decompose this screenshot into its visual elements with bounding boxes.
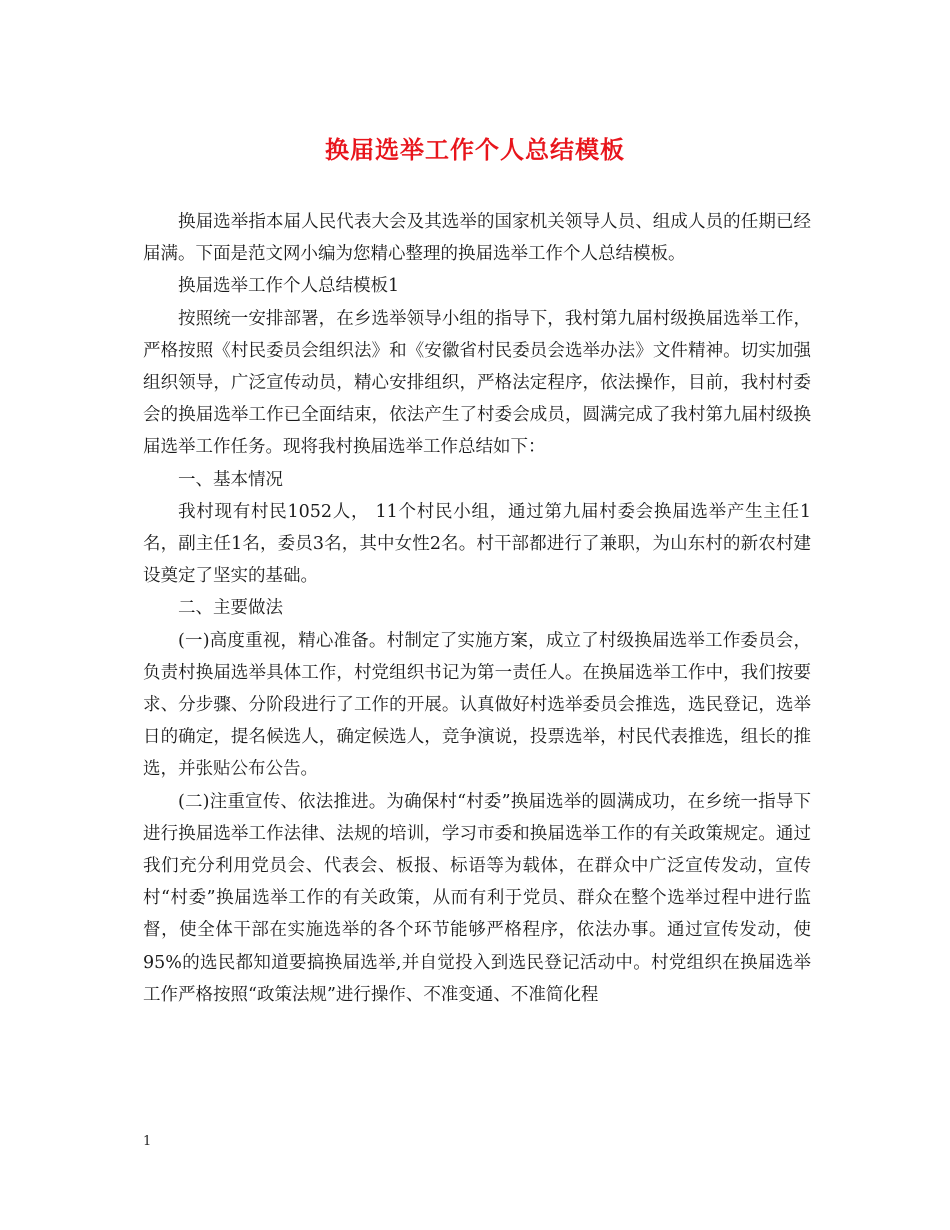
page-number: 1 <box>143 1134 152 1149</box>
body-paragraph: (一)高度重视，精心准备。村制定了实施方案，成立了村级换届选举工作委员会，负责村换届选举具体工作，村党组织书记为第一责任人。在换届选举工作中，我们按要求、分步骤、分阶段进行了工作的开展。认真做好村选举委员会推选，选民登记，选举日的确定，提名候选人，确定候选人，竞争演说，投票选举，村民代表推选，组长的推选，并张贴公布公告。 <box>143 630 811 780</box>
document-body <box>143 206 811 1011</box>
section-heading-template-1: 换届选举工作个人总结模板1 <box>178 276 400 297</box>
section-heading-basic-situation: 一、基本情况 <box>178 469 283 490</box>
intro-paragraph: 换届选举指本届人民代表大会及其选举的国家机关领导人员、组成人员的任期已经届满。下面是范文网小编为您精心整理的换届选举工作个人总结模板。 <box>143 212 811 265</box>
document-title: 换届选举工作个人总结模板 <box>325 135 625 164</box>
body-paragraph: (二)注重宣传、依法推进。为确保村“村委”换届选举的圆满成功，在乡统一指导下进行换届选举工作法律、法规的培训，学习市委和换届选举工作的有关政策规定。通过我们充分利用党员会、代表会、板报、标语等为载体，在群众中广泛宣传发动，宣传村“村委”换届选举工作的有关政策，从而有利于党员、群众在整个选举过程中进行监督，使全体干部在实施选举的各个环节能够严格程序，依法办事。通过宣传发动，使95%的选民都知道要搞换届选举,并自觉投入到选民登记活动中。村党组织在换届选举工作严格按照“政策法规”进行操作、不准变通、不准简化程 <box>143 791 811 1005</box>
body-paragraph: 我村现有村民1052人， 11个村民小组，通过第九届村委会换届选举产生主任1名，副主任1名，委员3名，其中女性2名。村干部都进行了兼职，为山东村的新农村建设奠定了坚实的基础。 <box>143 501 811 587</box>
body-paragraph: 按照统一安排部署，在乡选举领导小组的指导下，我村第九届村级换届选举工作，严格按照《村民委员会组织法》和《安徽省村民委员会选举办法》文件精神。切实加强组织领导，广泛宣传动员，精心安排组织，严格法定程序，依法操作，目前，我村村委会的换届选举工作已全面结束，依法产生了村委会成员，圆满完成了我村第九届村级换届选举工作任务。现将我村换届选举工作总结如下： <box>143 308 811 458</box>
section-heading-main-practices: 二、主要做法 <box>178 598 283 619</box>
